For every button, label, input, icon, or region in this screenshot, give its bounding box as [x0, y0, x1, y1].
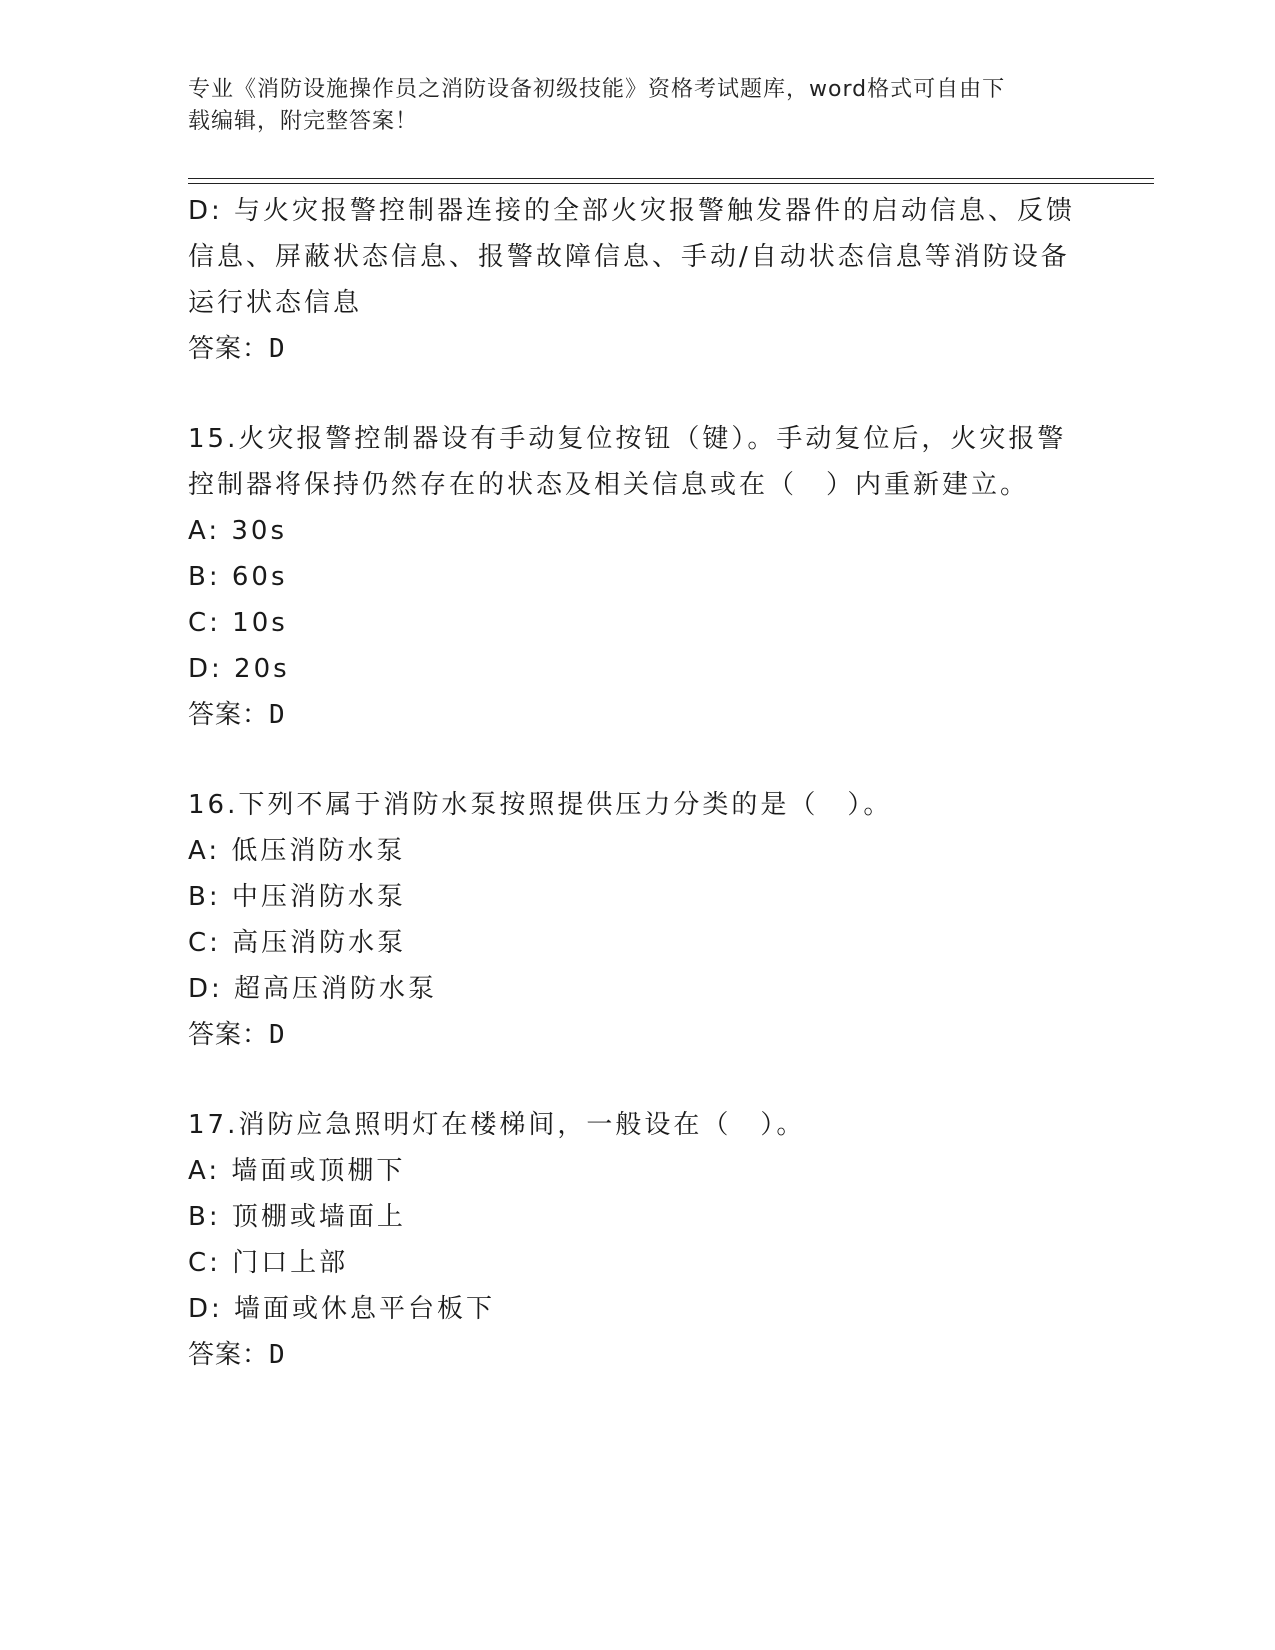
answer-line: 答案：D	[188, 1340, 286, 1370]
spacer	[188, 738, 1088, 782]
option-b: B: 顶棚或墙面上	[188, 1202, 406, 1232]
spacer	[188, 372, 1088, 416]
answer-line: 答案：D	[188, 1020, 286, 1050]
option-c: C: 门口上部	[188, 1248, 349, 1278]
question-stem: 16.下列不属于消防水泵按照提供压力分类的是（ ）。	[188, 790, 893, 820]
option-d: D: 20s	[188, 654, 290, 684]
question-15	[188, 416, 1088, 738]
question-16	[188, 782, 1088, 1058]
header-line-2: 载编辑，附完整答案！	[188, 109, 419, 134]
answer-line: 答案：D	[188, 700, 286, 730]
continuation-line: D: 与火灾报警控制器连接的全部火灾报警触发器件的启动信息、反馈	[188, 196, 1076, 226]
question-stem: 控制器将保持仍然存在的状态及相关信息或在（ ）内重新建立。	[188, 470, 1030, 500]
option-a: A: 30s	[188, 516, 287, 546]
question-stem: 15.火灾报警控制器设有手动复位按钮（键）。手动复位后，火灾报警	[188, 424, 1067, 454]
question-17	[188, 1102, 1088, 1378]
spacer	[188, 1058, 1088, 1102]
header-line-1: 专业《消防设施操作员之消防设备初级技能》资格考试题库，word格式可自由下	[188, 77, 1006, 102]
option-b: B: 中压消防水泵	[188, 882, 406, 912]
header-rule-top	[188, 178, 1154, 179]
option-c: C: 10s	[188, 608, 288, 638]
continuation-line: 运行状态信息	[188, 288, 363, 318]
option-d: D: 超高压消防水泵	[188, 974, 438, 1004]
header-rule-bottom	[188, 183, 1154, 184]
option-c: C: 高压消防水泵	[188, 928, 407, 958]
option-a: A: 低压消防水泵	[188, 836, 406, 866]
answer-line: 答案：D	[188, 334, 286, 364]
option-a: A: 墙面或顶棚下	[188, 1156, 406, 1186]
document-header	[188, 74, 1068, 138]
continuation-line: 信息、屏蔽状态信息、报警故障信息、手动/自动状态信息等消防设备	[188, 242, 1070, 272]
option-b: B: 60s	[188, 562, 288, 592]
question-stem: 17.消防应急照明灯在楼梯间，一般设在（ ）。	[188, 1110, 806, 1140]
document-body	[188, 188, 1088, 1378]
continuation-block	[188, 188, 1088, 372]
option-d: D: 墙面或休息平台板下	[188, 1294, 496, 1324]
